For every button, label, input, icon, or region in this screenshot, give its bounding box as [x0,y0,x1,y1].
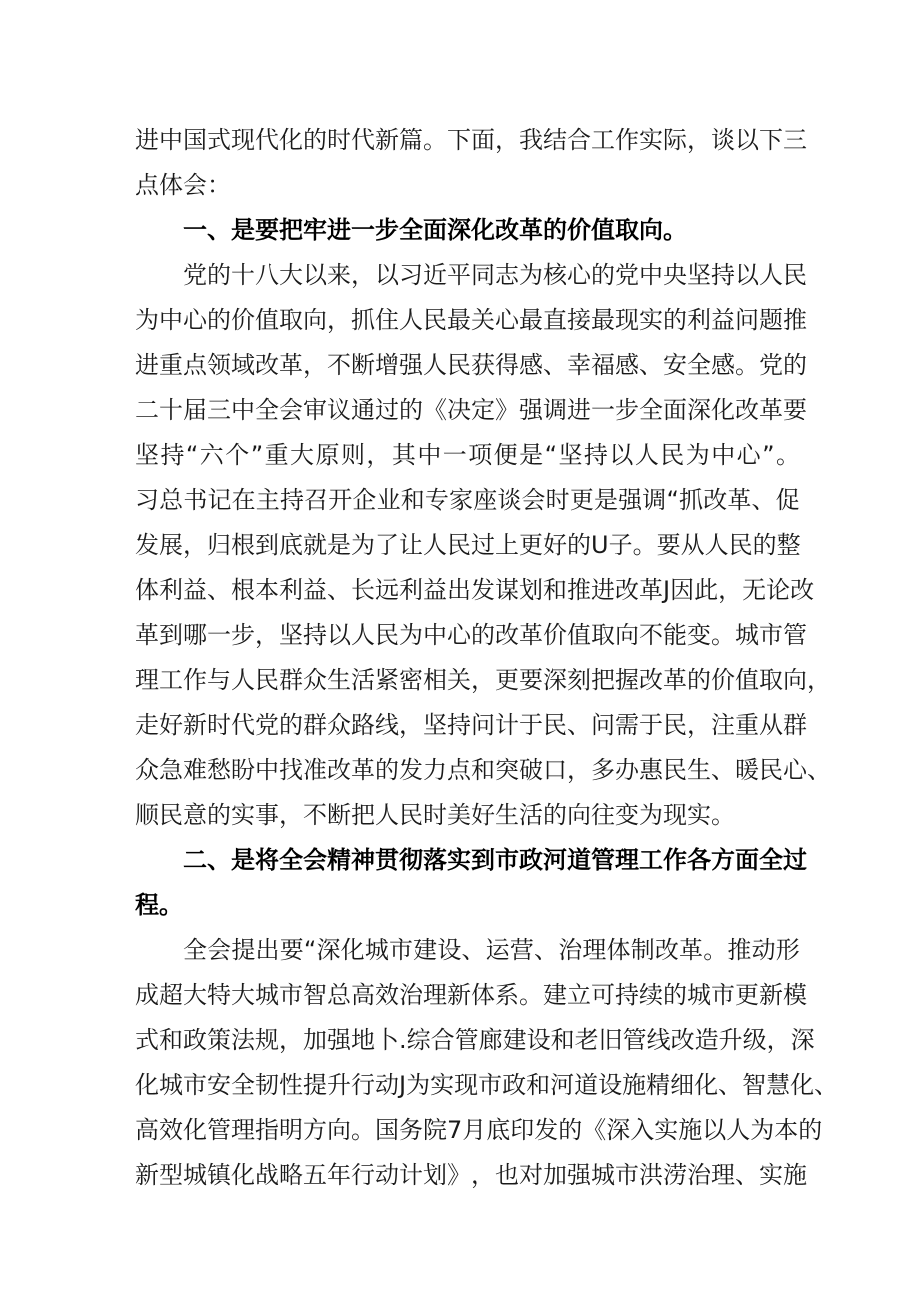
section-heading-line: 二 、 是 将 全 会 精 神 贯 彻 落 实 到 市 政 河 道 管 理 工 作 各 方 面 全 过 [183,846,807,874]
paragraph-line: 走 好 新 时 代 党 的 群 众 路 线 ， 坚 持 问 计 于 民 、 问 需 于 民 ， 注 重 从 群 [135,711,807,739]
paragraph-line: 高 效 化 管 理 指 明 方 向 。 国 务 院 7 月 底 印 发 的 《 深 入 实 施 以 人 为 本 的 [135,1116,823,1144]
paragraph-line: 体 利 益 、 根 本 利 益 、 长 远 利 益 出 发 谋 划 和 推 进 改 革 J 因 此 ， 无 论 改 [135,576,815,604]
paragraph-line: 式 和 政 策 法 规 ， 加 强 地 卜 . 综 合 管 廊 建 设 和 老 旧 管 线 改 造 升 级 ， 深 [135,1026,815,1054]
paragraph-line: 理 工 作 与 人 民 群 众 生 活 紧 密 相 关 ， 更 要 深 刻 把 握 改 革 的 价 值 取 向 ， [135,666,831,694]
paragraph-line: 点体会： [135,171,231,199]
paragraph-line: 进 中 国 式 现 代 化 的 时 代 新 篇 。 下 面 ， 我 结 合 工 作 实 际 ， 谈 以 下 三 [135,126,807,154]
paragraph-line: 全 会 提 出 要 “ 深 化 城 市 建 设 、 运 营 、 治 理 体 制 改 革 。 推 动 形 [183,936,800,964]
paragraph-line: 新 型 城 镇 化 战 略 五 年 行 动 计 划 》 ， 也 对 加 强 城 市 洪 涝 治 理 、 实 施 [135,1161,807,1189]
paragraph-line: 发 展 ， 归 根 到 底 就 是 为 了 让 人 民 过 上 更 好 的 U 子 。 要 从 人 民 的 整 [135,531,801,559]
paragraph-line: 化 城 市 安 全 韧 性 提 升 行 动 J 为 实 现 市 政 和 河 道 设 施 精 细 化 、 智 慧 化 、 [135,1071,839,1099]
paragraph-line: 众 急 难 愁 盼 中 找 准 改 革 的 发 力 点 和 突 破 口 ， 多 办 惠 民 生 、 暖 民 心 、 [135,756,831,784]
paragraph-line: 成 超 大 特 大 城 市 智 总 高 效 治 理 新 体 系 。 建 立 可 持 续 的 城 市 更 新 模 [135,981,807,1009]
document-body [135,118,839,1198]
paragraph-line: 为 中 心 的 价 值 取 向 ， 抓 住 人 民 最 关 心 最 直 接 最 现 实 的 利 益 问 题 推 [135,306,807,334]
section-heading-line: 一、是要把牢进一步全面深化改革的价值取向。 [183,216,687,244]
paragraph-line: 顺民意的实事，不断把人民时美好生活的向往变为现实。 [135,801,735,829]
section-heading-line: 程。 [135,891,183,919]
paragraph-line: 党 的 十 八 大 以 来 ， 以 习 近 平 同 志 为 核 心 的 党 中 央 坚 持 以 人 民 [183,261,807,289]
paragraph-line: 习 总 书 记 在 主 持 召 开 企 业 和 专 家 座 谈 会 时 更 是 强 调 “ 抓 改 革 、 促 [135,486,800,514]
paragraph-line: 坚 持 “ 六 个 ” 重 大 原 则 ， 其 中 一 项 便 是 “ 坚 持 以 人 民 为 中 心 ” 。 [135,441,800,469]
paragraph-line: 革 到 哪 一 步 ， 坚 持 以 人 民 为 中 心 的 改 革 价 值 取 向 不 能 变 。 城 市 管 [135,621,807,649]
paragraph-line: 进 重 点 领 域 改 革 ， 不 断 增 强 人 民 获 得 感 、 幸 福 感 、 安 全 感 。 党 的 [135,351,807,379]
paragraph-line: 二 十 届 三 中 全 会 审 议 通 过 的 《 决 定 》 强 调 进 一 步 全 面 深 化 改 革 要 [135,396,807,424]
